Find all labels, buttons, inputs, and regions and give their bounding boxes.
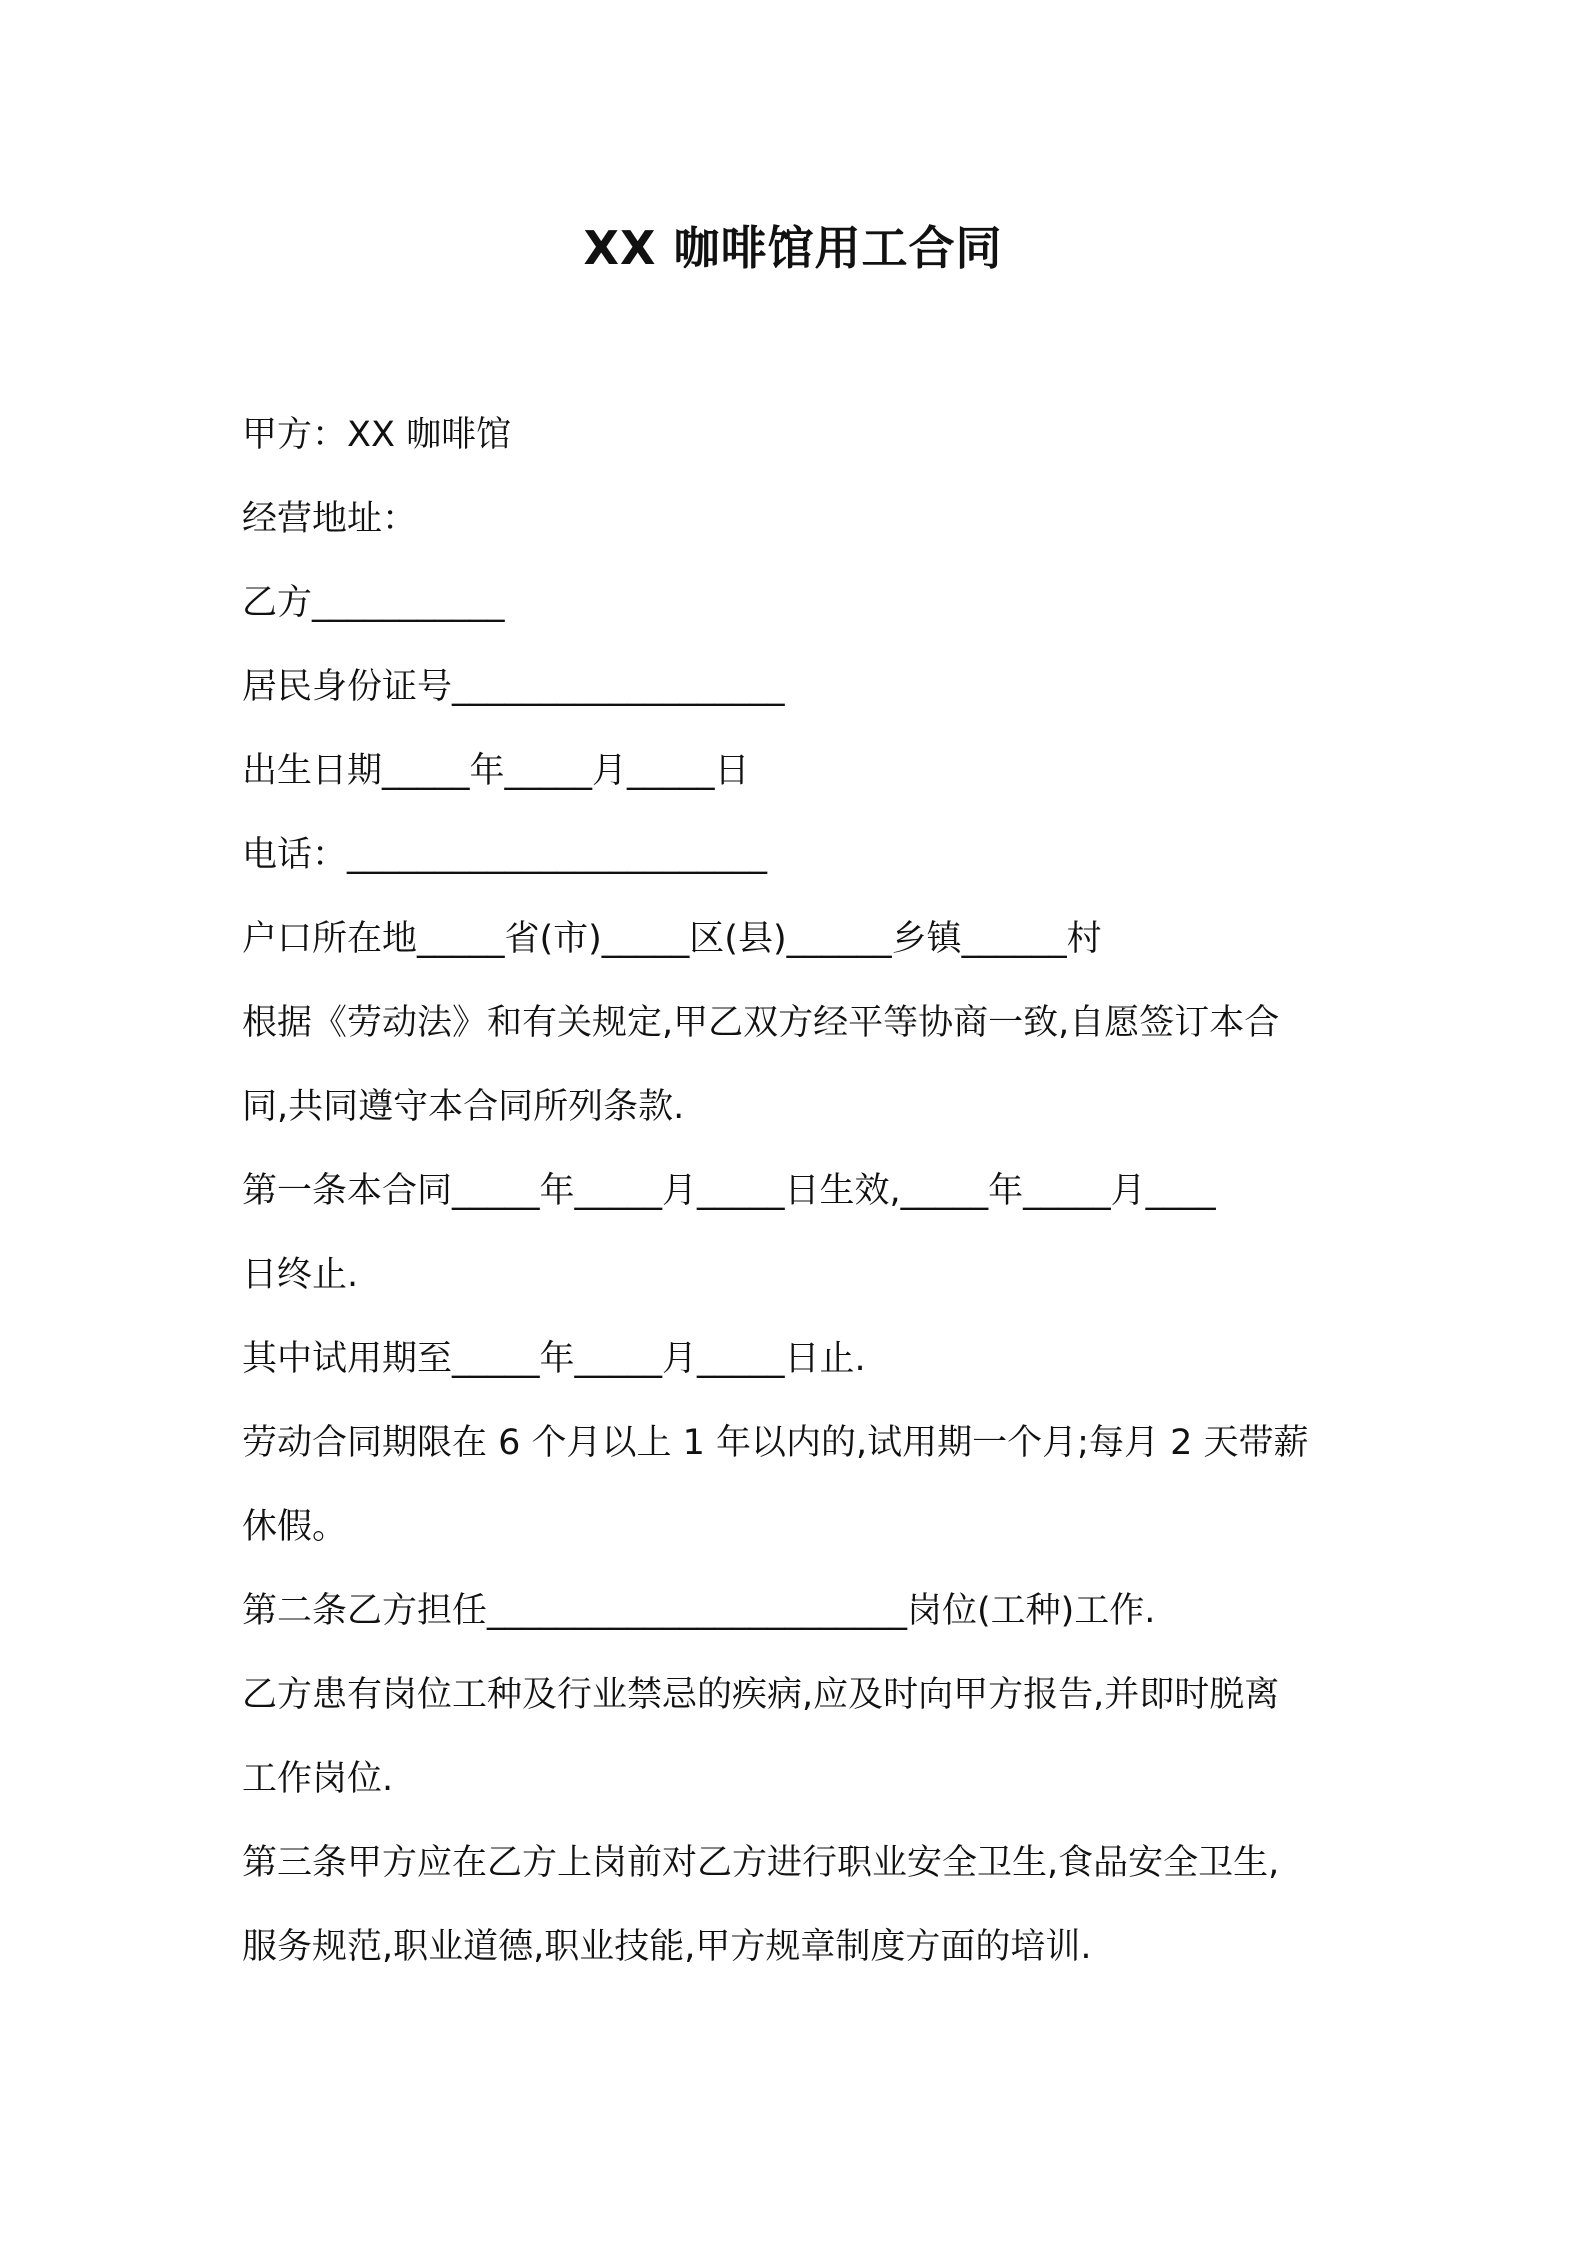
id-number-line: 居民身份证号___________________ xyxy=(242,667,785,707)
party-a-line: 甲方：XX 咖啡馆 xyxy=(242,415,512,455)
business-address-line: 经营地址： xyxy=(242,499,418,539)
article-one-line-2: 日终止. xyxy=(242,1255,359,1295)
preamble-line-1: 根据《劳动法》和有关规定,甲乙双方经平等协商一致,自愿签订本合 xyxy=(242,1003,1280,1043)
preamble-line-2: 同,共同遵守本合同所列条款. xyxy=(242,1087,685,1127)
article-two-line: 第二条乙方担任________________________岗位(工种)工作. xyxy=(242,1591,1156,1631)
phone-line: 电话：________________________ xyxy=(242,835,768,875)
contract-term-line-2: 休假。 xyxy=(242,1507,348,1547)
document-title: XX 咖啡馆用工合同 xyxy=(583,221,1003,275)
probation-period-line: 其中试用期至_____年_____月_____日止. xyxy=(242,1339,866,1379)
birth-date-line: 出生日期_____年_____月_____日 xyxy=(242,751,750,791)
contract-term-line-1: 劳动合同期限在 6 个月以上 1 年以内的,试用期一个月;每月 2 天带薪 xyxy=(242,1423,1309,1463)
article-three-line-2: 服务规范,职业道德,职业技能,甲方规章制度方面的培训. xyxy=(242,1927,1092,1967)
article-one-line-1: 第一条本合同_____年_____月_____日生效,_____年_____月____ xyxy=(242,1171,1216,1211)
party-b-line: 乙方___________ xyxy=(242,583,505,623)
health-condition-line-1: 乙方患有岗位工种及行业禁忌的疾病,应及时向甲方报告,并即时脱离 xyxy=(242,1675,1280,1715)
household-registration-line: 户口所在地_____省(市)_____区(县)______乡镇______村 xyxy=(242,919,1102,959)
article-three-line-1: 第三条甲方应在乙方上岗前对乙方进行职业安全卫生,食品安全卫生, xyxy=(242,1843,1280,1883)
health-condition-line-2: 工作岗位. xyxy=(242,1759,394,1799)
